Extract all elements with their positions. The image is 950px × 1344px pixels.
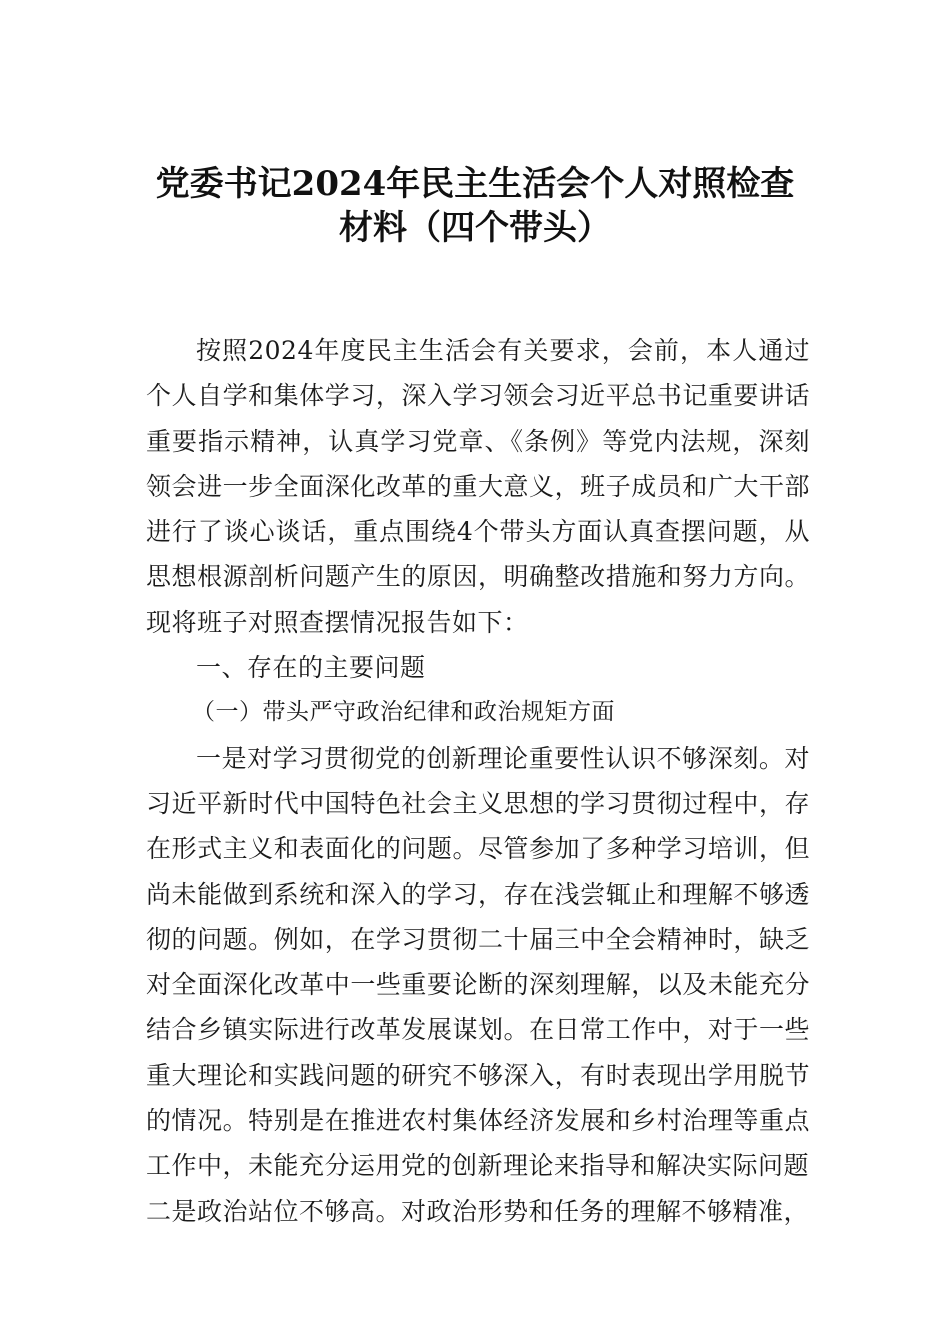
point-one-text: 一是对学习贯彻党的创新理论重要性认识不够深刻。对习近平新时代中国特色社会主义思想的学习贯彻过程中，存在形式主义和表面化的问题。尽管参加了多种学习培训，但尚未能做到系统和深入的学习，存在浅尝辄止和理解不够透彻的问题。例如，在学习贯彻二十届三中全会精神时，缺乏对全面深化改革中一些重要论断的深刻理解，以及未能充分结合乡镇实际进行改革发展谋划。在日常工作中，对于一些重大理论和实践问题的研究不够深入，有时表现出学用脱节的情况。特别是在推进农村集体经济发展和乡村治理等重点工作中，未能充分运用党的创新理论来指导和解决实际问题 xyxy=(146,743,810,1181)
subsection-heading: （一）带头严守政治纪律和政治规矩方面 xyxy=(192,699,615,726)
document-title-line-2: 材料（四个带头） xyxy=(339,208,611,248)
document-body xyxy=(146,328,810,1234)
point-two-text: 二是政治站位不够高。对政治形势和任务的理解不够精准， xyxy=(146,1196,810,1226)
point-one-paragraph xyxy=(146,736,810,1234)
section-heading: 一、存在的主要问题 xyxy=(196,653,426,683)
document-title-line-1: 党委书记2024年民主生活会个人对照检查 xyxy=(155,164,795,204)
intro-paragraph: 按照2024年度民主生活会有关要求，会前，本人通过个人自学和集体学习，深入学习领会习近平总书记重要讲话重要指示精神，认真学习党章、《条例》等党内法规，深刻领会进一步全面深化改革的重大意义，班子成员和广大干部进行了谈心谈话，重点围绕4个带头方面认真查摆问题，从思想根源剖析问题产生的原因，明确整改措施和努力方向。现将班子对照查摆情况报告如下： xyxy=(146,336,810,637)
